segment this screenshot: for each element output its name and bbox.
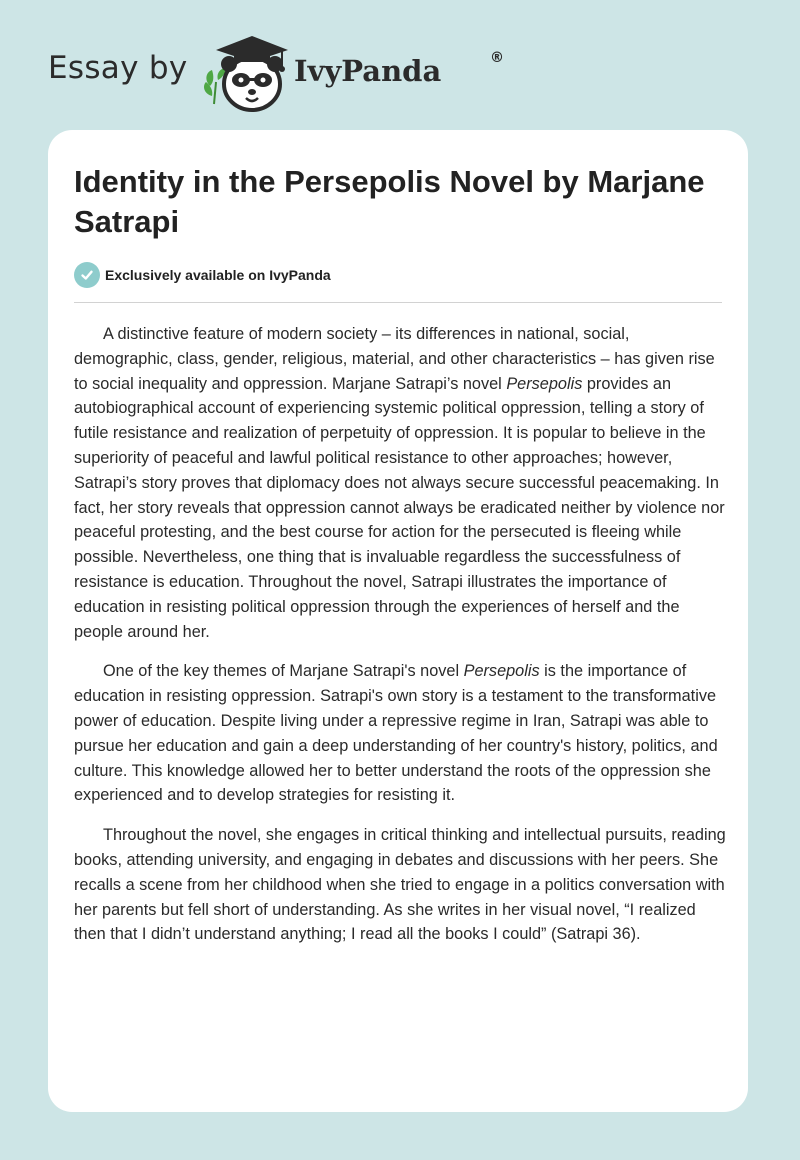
paragraph-text: provides an autobiographical account of experiencing systemic political oppression, telling a story of futile resistance and realization of perpetuity of oppression. It is popular to believe in the superiority of peaceful and lawful political resistance to other approaches; however, Satrapi’s story proves that diplomacy does not always secure successful peacemaking. In fact, her story reveals that oppression cannot always be eradicated neither by violence nor peaceful protesting, and the best course for action for the persecuted is fleeing while possible. Nevertheless, one thing that is invaluable regardless the successfulness of resistance is education. Throughout the novel, Satrapi illustrates the importance of education in resisting political oppression through the experiences of herself and the people around her. — [74, 374, 725, 641]
paragraph — [74, 322, 726, 644]
paragraph — [74, 823, 726, 947]
panda-graduate-icon[interactable] — [202, 34, 294, 114]
article-body — [74, 322, 726, 947]
site-header — [48, 30, 508, 112]
book-title: Persepolis — [506, 374, 583, 393]
check-icon — [74, 262, 100, 288]
page-title: Identity in the Persepolis Novel by Marjane Satrapi — [74, 164, 705, 239]
brand-name[interactable]: IvyPanda — [294, 54, 442, 88]
registered-mark: ® — [490, 50, 504, 66]
essay-by-label: Essay by — [48, 50, 188, 86]
divider — [74, 302, 722, 303]
book-title: Persepolis — [463, 662, 540, 681]
paragraph-text: One of the key themes of Marjane Satrapi's novel — [103, 662, 464, 681]
exclusive-badge — [74, 262, 331, 288]
essay-card — [48, 130, 748, 1112]
badge-label: Exclusively available on IvyPanda — [105, 267, 331, 283]
paragraph-text: is the importance of education in resisting oppression. Satrapi's own story is a testament to the transformative power of education. Despite living under a repressive regime in Iran, Satrapi was able to pursue her education and gain a deep understanding of her country's history, politics, and culture. This knowledge allowed her to better understand the roots of the oppression she experienced and to develop strategies for resisting it. — [74, 662, 718, 805]
paragraph — [74, 659, 726, 808]
paragraph-text: Throughout the novel, she engages in critical thinking and intellectual pursuits, reading books, attending university, and engaging in debates and discussions with her peers. She recalls a scene from her childhood when she tried to engage in a politics conversation with her parents but fell short of understanding. As she writes in her visual novel, “I realized then that I didn’t understand anything; I read all the books I could” (Satrapi 36). — [74, 826, 726, 944]
paragraph-text: A distinctive feature of modern society – its differences in national, social, demographic, class, gender, religious, material, and other characteristics – has given rise to social inequality and oppression. Marjane Satrapi’s novel — [74, 325, 715, 393]
